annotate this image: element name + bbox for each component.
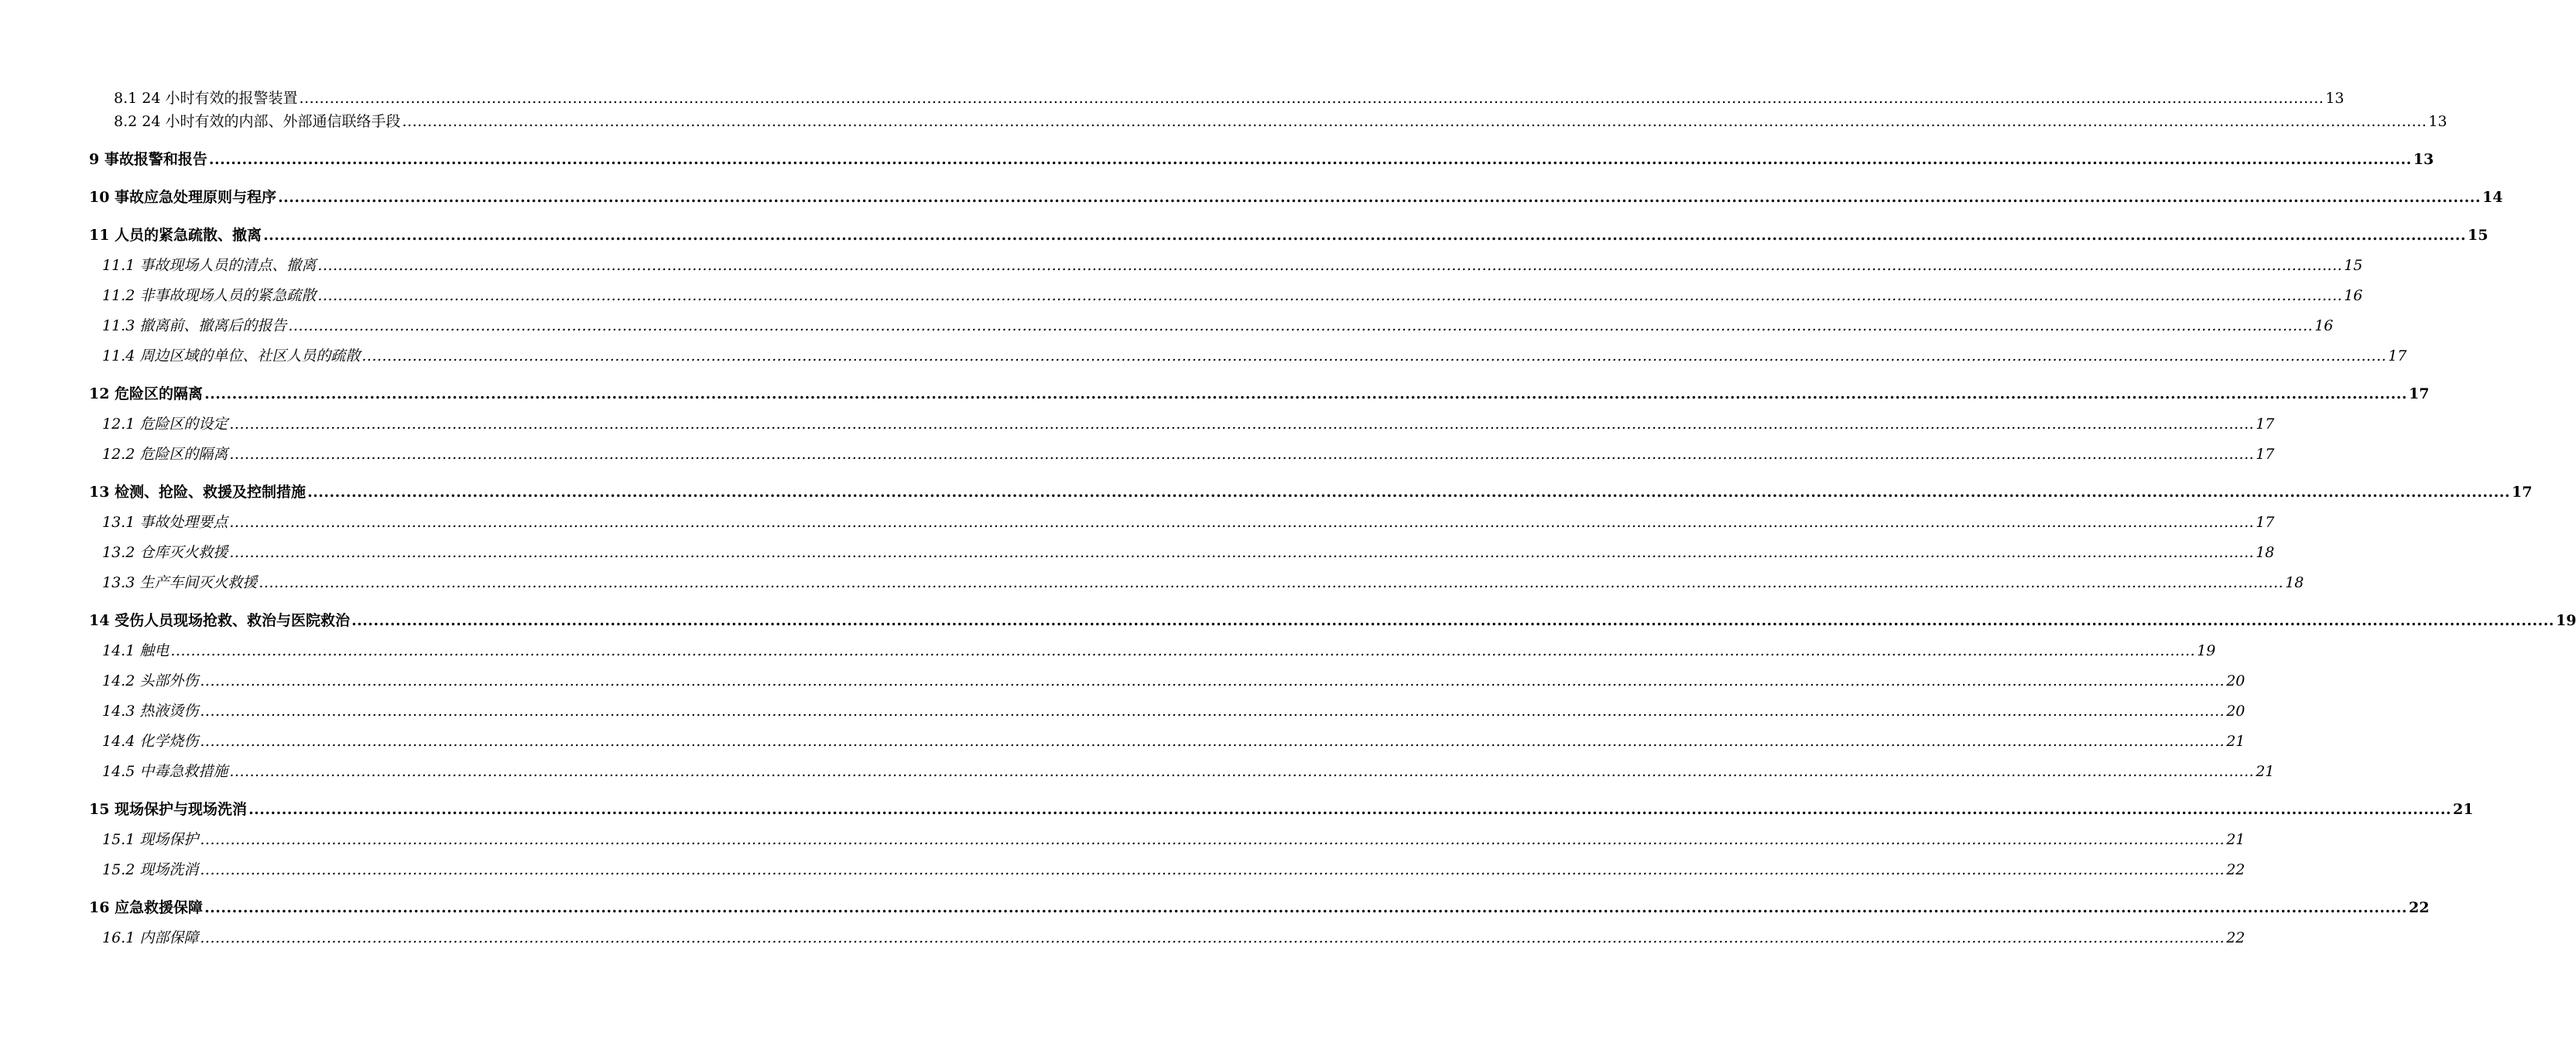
toc-entry-page: 13 — [2325, 90, 2345, 107]
toc-entry[interactable] — [89, 385, 2430, 402]
toc-entry-page: 14 — [2482, 189, 2503, 206]
toc-entry-page: 17 — [2256, 416, 2275, 433]
toc-entry-page: 13 — [2428, 113, 2448, 130]
toc-entry[interactable] — [102, 347, 2407, 364]
toc-entry-title: 9 事故报警和报告 — [89, 151, 207, 168]
toc-entry[interactable] — [89, 484, 2533, 501]
dot-leader: ................................................................................................................................................................................................................................................................................................................................................................................................................ — [288, 317, 2314, 334]
toc-entry[interactable] — [102, 703, 2245, 720]
dot-leader: ................................................................................................................................................................................................................................................................................................................................................................................................................ — [229, 416, 2255, 433]
dot-leader: ................................................................................................................................................................................................................................................................................................................................................................................................................ — [351, 612, 2554, 629]
toc-entry-page: 18 — [2285, 574, 2304, 591]
toc-entry-title: 15.2 现场洗消 — [102, 861, 199, 878]
dot-leader: ................................................................................................................................................................................................................................................................................................................................................................................................................ — [204, 899, 2407, 916]
dot-leader: ................................................................................................................................................................................................................................................................................................................................................................................................................ — [317, 257, 2343, 274]
toc-entry-page: 17 — [2256, 446, 2275, 463]
toc-entry-page: 19 — [2555, 612, 2576, 629]
toc-entry-title: 16 应急救援保障 — [89, 899, 204, 916]
dot-leader: ................................................................................................................................................................................................................................................................................................................................................................................................................ — [200, 733, 2225, 750]
dot-leader: ................................................................................................................................................................................................................................................................................................................................................................................................................ — [307, 484, 2510, 501]
toc-entry[interactable] — [102, 544, 2275, 561]
toc-entry[interactable] — [102, 861, 2245, 878]
dot-leader: ................................................................................................................................................................................................................................................................................................................................................................................................................ — [402, 113, 2427, 130]
toc-entry-page: 17 — [2388, 347, 2407, 364]
dot-leader: ................................................................................................................................................................................................................................................................................................................................................................................................................ — [200, 703, 2225, 720]
dot-leader: ................................................................................................................................................................................................................................................................................................................................................................................................................ — [317, 287, 2343, 304]
toc-entry-title: 11.1 事故现场人员的清点、撤离 — [102, 257, 317, 274]
toc-entry-page: 19 — [2197, 642, 2216, 659]
dot-leader: ................................................................................................................................................................................................................................................................................................................................................................................................................ — [229, 763, 2255, 780]
dot-leader: ................................................................................................................................................................................................................................................................................................................................................................................................................ — [248, 801, 2451, 818]
toc-entry-page: 16 — [2314, 317, 2334, 334]
toc-entry-title: 14 受伤人员现场抢救、救治与医院救治 — [89, 612, 351, 629]
toc-entry-title: 12 危险区的隔离 — [89, 385, 204, 402]
toc-entry[interactable] — [102, 514, 2275, 531]
toc-entry-page: 15 — [2467, 227, 2489, 244]
toc-entry-title: 15.1 现场保护 — [102, 831, 199, 848]
toc-entry-title: 12.1 危险区的设定 — [102, 416, 228, 433]
toc-entry-page: 22 — [2408, 899, 2430, 916]
toc-entry-page: 21 — [2256, 763, 2275, 780]
toc-entry-title: 11 人员的紧急疏散、撤离 — [89, 227, 262, 244]
toc-entry[interactable] — [102, 831, 2245, 848]
toc-entry[interactable] — [102, 642, 2216, 659]
toc-entry-page: 15 — [2344, 257, 2363, 274]
toc-entry-page: 17 — [2408, 385, 2430, 402]
toc-entry-page: 21 — [2226, 831, 2245, 848]
toc-entry-page: 20 — [2226, 672, 2245, 689]
dot-leader: ................................................................................................................................................................................................................................................................................................................................................................................................................ — [208, 151, 2412, 168]
toc-entry[interactable] — [102, 672, 2245, 689]
toc-entry-title: 14.3 热液烫伤 — [102, 703, 199, 720]
toc-entry-title: 11.3 撤离前、撤离后的报告 — [102, 317, 287, 334]
toc-entry[interactable] — [102, 287, 2363, 304]
toc-entry-page: 21 — [2452, 801, 2474, 818]
toc-entry-title: 8.1 24 小时有效的报警装置 — [114, 90, 298, 107]
toc-entry-title: 11.2 非事故现场人员的紧急疏散 — [102, 287, 317, 304]
toc-entry-title: 13 检测、抢险、救援及控制措施 — [89, 484, 307, 501]
toc-entry[interactable] — [102, 574, 2304, 591]
toc-entry-title: 14.1 触电 — [102, 642, 170, 659]
toc-entry-page: 16 — [2344, 287, 2363, 304]
toc-entry[interactable] — [102, 317, 2334, 334]
toc-entry[interactable] — [114, 90, 2345, 107]
toc-entry[interactable] — [89, 612, 2576, 629]
toc-entry-page: 22 — [2226, 861, 2245, 878]
dot-leader: ................................................................................................................................................................................................................................................................................................................................................................................................................ — [263, 227, 2466, 244]
dot-leader: ................................................................................................................................................................................................................................................................................................................................................................................................................ — [200, 831, 2225, 848]
toc-entry-title: 10 事故应急处理原则与程序 — [89, 189, 277, 206]
dot-leader: ................................................................................................................................................................................................................................................................................................................................................................................................................ — [200, 672, 2225, 689]
toc-entry-page: 18 — [2256, 544, 2275, 561]
toc-entry[interactable] — [114, 113, 2448, 130]
toc-entry-title: 13.1 事故处理要点 — [102, 514, 228, 531]
toc-entry-title: 13.2 仓库灭火救援 — [102, 544, 228, 561]
toc-entry[interactable] — [102, 733, 2245, 750]
toc-entry[interactable] — [89, 801, 2474, 818]
dot-leader: ................................................................................................................................................................................................................................................................................................................................................................................................................ — [361, 347, 2387, 364]
dot-leader: ................................................................................................................................................................................................................................................................................................................................................................................................................ — [170, 642, 2196, 659]
toc-entry[interactable] — [102, 257, 2363, 274]
dot-leader: ................................................................................................................................................................................................................................................................................................................................................................................................................ — [229, 544, 2255, 561]
dot-leader: ................................................................................................................................................................................................................................................................................................................................................................................................................ — [200, 929, 2225, 946]
toc-entry[interactable] — [89, 151, 2434, 168]
toc-entry[interactable] — [102, 929, 2245, 946]
toc-entry-title: 13.3 生产车间灭火救援 — [102, 574, 258, 591]
toc-entry[interactable] — [89, 899, 2430, 916]
toc-entry-title: 16.1 内部保障 — [102, 929, 199, 946]
dot-leader: ................................................................................................................................................................................................................................................................................................................................................................................................................ — [278, 189, 2481, 206]
toc-entry[interactable] — [102, 416, 2275, 433]
toc-entry[interactable] — [102, 446, 2275, 463]
dot-leader: ................................................................................................................................................................................................................................................................................................................................................................................................................ — [200, 861, 2225, 878]
toc-entry-title: 11.4 周边区域的单位、社区人员的疏散 — [102, 347, 361, 364]
dot-leader: ................................................................................................................................................................................................................................................................................................................................................................................................................ — [229, 514, 2255, 531]
toc-entry-title: 12.2 危险区的隔离 — [102, 446, 228, 463]
toc-entry-page: 20 — [2226, 703, 2245, 720]
toc-entry[interactable] — [89, 189, 2503, 206]
dot-leader: ................................................................................................................................................................................................................................................................................................................................................................................................................ — [299, 90, 2324, 107]
dot-leader: ................................................................................................................................................................................................................................................................................................................................................................................................................ — [204, 385, 2407, 402]
toc-entry-page: 13 — [2413, 151, 2434, 168]
toc-entry-title: 14.4 化学烧伤 — [102, 733, 199, 750]
toc-entry-page: 17 — [2511, 484, 2533, 501]
toc-entry-title: 8.2 24 小时有效的内部、外部通信联络手段 — [114, 113, 401, 130]
toc-entry-title: 14.5 中毒急救措施 — [102, 763, 228, 780]
toc-entry-page: 21 — [2226, 733, 2245, 750]
toc-entry-page: 22 — [2226, 929, 2245, 946]
toc-entry[interactable] — [102, 763, 2275, 780]
dot-leader: ................................................................................................................................................................................................................................................................................................................................................................................................................ — [259, 574, 2284, 591]
dot-leader: ................................................................................................................................................................................................................................................................................................................................................................................................................ — [229, 446, 2255, 463]
toc-entry-title: 14.2 头部外伤 — [102, 672, 199, 689]
toc-entry-title: 15 现场保护与现场洗消 — [89, 801, 248, 818]
toc-entry[interactable] — [89, 227, 2489, 244]
toc-entry-page: 17 — [2256, 514, 2275, 531]
